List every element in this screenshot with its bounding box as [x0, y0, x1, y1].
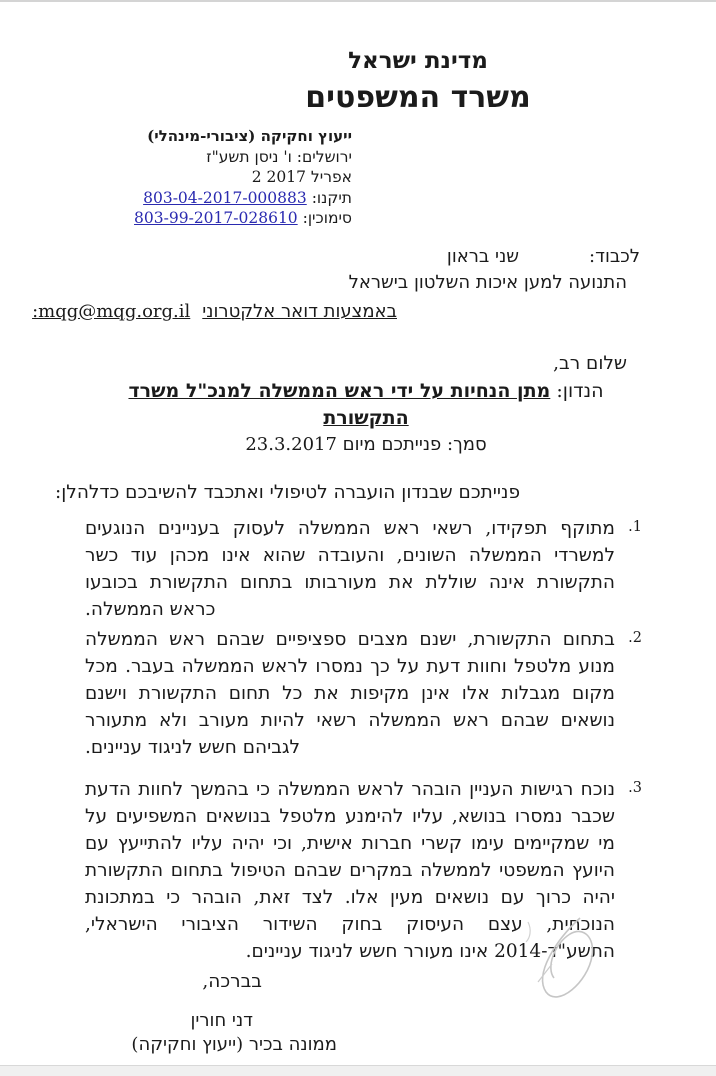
subject-title: מתן הנחיות על ידי ראש הממשלה למנכ"ל משרד התקשורת	[128, 379, 551, 429]
greeting: שלום רב,	[553, 352, 627, 374]
paragraph-2	[85, 626, 642, 761]
recipient-name: שני בראון	[446, 245, 520, 267]
file-number-link[interactable]: 803-04-2017-000883	[143, 188, 307, 207]
ministry-title: משרד המשפטים	[305, 80, 531, 115]
department-name: ייעוץ וחקיקה (ציבורי-מינהלי)	[147, 127, 352, 145]
subject-label: הנדון:	[556, 379, 604, 402]
page-bottom-strip	[0, 1065, 716, 1076]
reference-number-link[interactable]: 803-99-2017-028610	[134, 209, 298, 227]
recipient-line	[0, 244, 640, 270]
page-top-border	[0, 0, 716, 2]
signer-name: דני חורין	[190, 1009, 253, 1031]
reference-number-label: סימוכין:	[302, 209, 352, 227]
reference-line: סמך: פנייתכם מיום 23.3.2017	[245, 433, 487, 455]
paragraph-2-number: 2.	[628, 629, 642, 646]
letter-body	[85, 515, 642, 965]
paragraph-2-text: בתחום התקשורת, ישנם מצבים ספציפיים שבהם ראש הממשלה מנוע מלטפל וחוות דעת על כך נמסרו לראש הממשלה בעבר. מכל מקום מגבלות אלו אינן מקיפות את כל תחום התקשורת וישנם נושאים שבהם ראש הממשלה רשאי להיות מעורב ולא מתעורר לגביהם חשש לניגוד עניינים.	[85, 628, 615, 758]
signoff: בברכה,	[202, 970, 262, 992]
hebrew-date-line: ירושלים: ו' ניסן תשע"ז	[206, 147, 352, 166]
recipient-organization: התנועה למען איכות השלטון בישראל	[348, 271, 627, 293]
via-email-label: באמצעות דואר אלקטרוני	[202, 300, 397, 322]
signer-title: ממונה בכיר (ייעוץ וחקיקה)	[131, 1033, 337, 1055]
paragraph-3	[85, 776, 642, 965]
file-number-label: תיקנו:	[311, 188, 352, 207]
email-address-link[interactable]: :mqg@mqg.org.il	[32, 300, 191, 322]
paragraph-1	[85, 515, 642, 623]
paragraph-3-text: נוכח רגישות העניין הובהר לראש הממשלה כי בהמשך לחוות הדעת שכבר נמסרו בנושא, עליו להימנע מלטפל בנושאים המשפיעים על מי שמקיימים עימו קשרי חברות אישית, וכי יהיה עליו להתייעץ עם היועץ המשפטי לממשלה במקרים שבהם הטיפול בתחום התקשורת יהיה כרוך עם נושאים מעין אלו. לצד זאת, הובהר כי במתכונת הנוכחית, עצם העיסוק בחוק השידור הציבורי הישראלי, התשע"ד-2014 אינו מעורר חשש לניגוד עניינים.	[85, 778, 615, 962]
intro-line: פנייתכם שבנדון הועברה לטיפולי ואתכבד להשיבכם כדלהלן:	[55, 481, 520, 503]
file-number-line	[0, 188, 352, 209]
letterhead	[120, 0, 716, 118]
reference-number-line	[0, 208, 352, 229]
gregorian-date-line: אפריל 2017 2	[251, 168, 352, 186]
subject-line	[116, 378, 616, 432]
paragraph-3-number: 3.	[628, 779, 642, 796]
to-label: לכבוד:	[589, 245, 640, 267]
state-title: מדינת ישראל	[348, 47, 488, 74]
letter-meta-block	[0, 126, 352, 229]
paragraph-1-number: 1.	[628, 518, 642, 535]
delivery-method-line	[0, 298, 397, 326]
paragraph-1-text: מתוקף תפקידו, רשאי ראש הממשלה לעסוק בעניינים הנוגעים למשרדי הממשלה השונים, והעובדה שהוא אינו מכהן עוד כשר התקשורת אינה שוללת את מעורבותו בתחום התקשורת בכובעו כראש הממשלה.	[85, 517, 615, 620]
